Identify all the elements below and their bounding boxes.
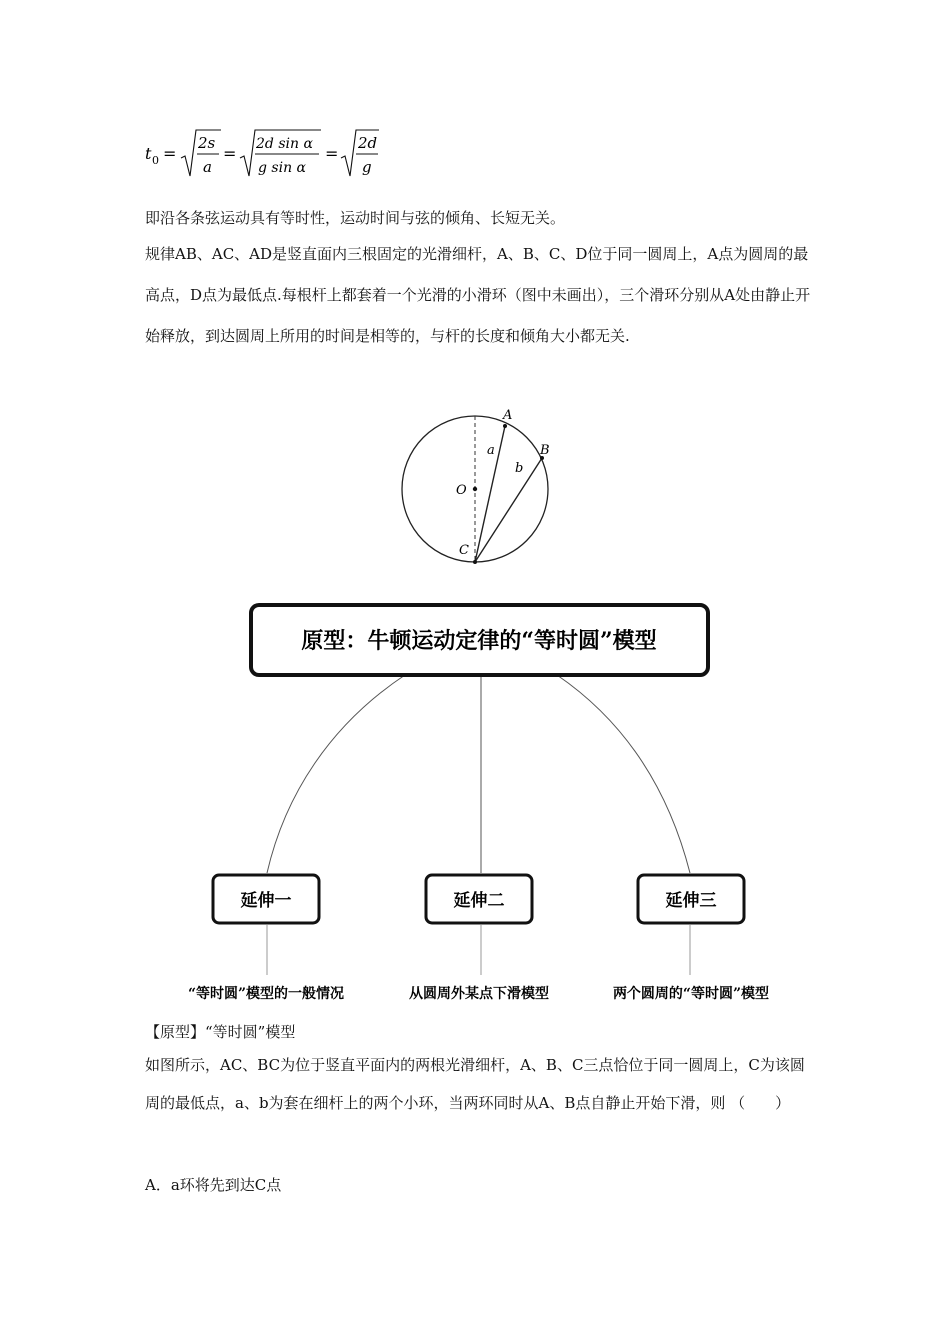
label-c-point: C <box>459 543 469 558</box>
formula-equals-2: = <box>223 144 237 163</box>
fraction-3-numerator: 2d <box>358 134 378 152</box>
label-a-point: A <box>503 408 513 423</box>
fraction-1-denominator: a <box>203 158 212 176</box>
problem-heading: 【原型】“等时圆”模型 <box>145 1023 296 1041</box>
fraction-2-denominator: g sin α <box>258 160 306 176</box>
fraction-3-denominator: g <box>362 158 372 176</box>
point-a-dot <box>503 424 507 428</box>
branch-2-label: 延伸二 <box>453 891 505 911</box>
mindmap-diagram <box>0 595 950 1015</box>
label-ring-a: a <box>487 443 495 458</box>
rod-bc <box>475 458 542 562</box>
root-node-label: 原型：牛顿运动定律的“等时圆”模型 <box>301 628 657 654</box>
rule-paragraph: 规律AB、AC、AD是竖直面内三根固定的光滑细杆，A、B、C、D位于同一圆周上，A点为圆周的最高点，D点为最低点.每根杆上都套着一个光滑的小滑环（图中未画出），三个滑环分别从A处由静止开始释放，到达圆周上所用的时间是相等的，与杆的长度和倾角大小都无关. <box>145 245 811 345</box>
fraction-1-numerator: 2s <box>198 134 216 152</box>
branch-1-label: 延伸一 <box>240 891 292 911</box>
label-o-point: O <box>456 483 467 498</box>
option-a: A．a环将先到达C点 <box>145 1176 282 1194</box>
formula-equals-3: = <box>325 144 339 163</box>
connector-left <box>267 675 405 873</box>
point-o-dot <box>473 487 477 491</box>
problem-body: 如图所示，AC、BC为位于竖直平面内的两根光滑细杆，A、B、C三点恰位于同一圆周上，C为该圆周的最低点，a、b为套在细杆上的两个小环，当两环同时从A、B点自静止开始下滑，则 （ ） <box>145 1056 805 1112</box>
conclusion-text: 即沿各条弦运动具有等时性，运动时间与弦的倾角、长短无关。 <box>145 209 566 227</box>
label-ring-b: b <box>515 461 524 476</box>
branch-3-label: 延伸三 <box>665 891 717 911</box>
formula-lhs: t <box>145 144 152 163</box>
time-formula <box>143 126 393 186</box>
connector-right <box>557 675 690 873</box>
label-b-point: B <box>540 443 550 458</box>
formula-equals-1: = <box>163 144 177 163</box>
point-c-dot <box>473 560 477 564</box>
branch-3-caption: 两个圆周的“等时圆”模型 <box>612 986 770 1002</box>
branch-2-caption: 从圆周外某点下滑模型 <box>409 986 549 1002</box>
formula-lhs-sub: 0 <box>152 154 159 167</box>
equal-time-circle-figure <box>395 402 565 572</box>
fraction-2-numerator: 2d sin α <box>256 136 313 152</box>
branch-1-caption: “等时圆”模型的一般情况 <box>187 986 345 1002</box>
